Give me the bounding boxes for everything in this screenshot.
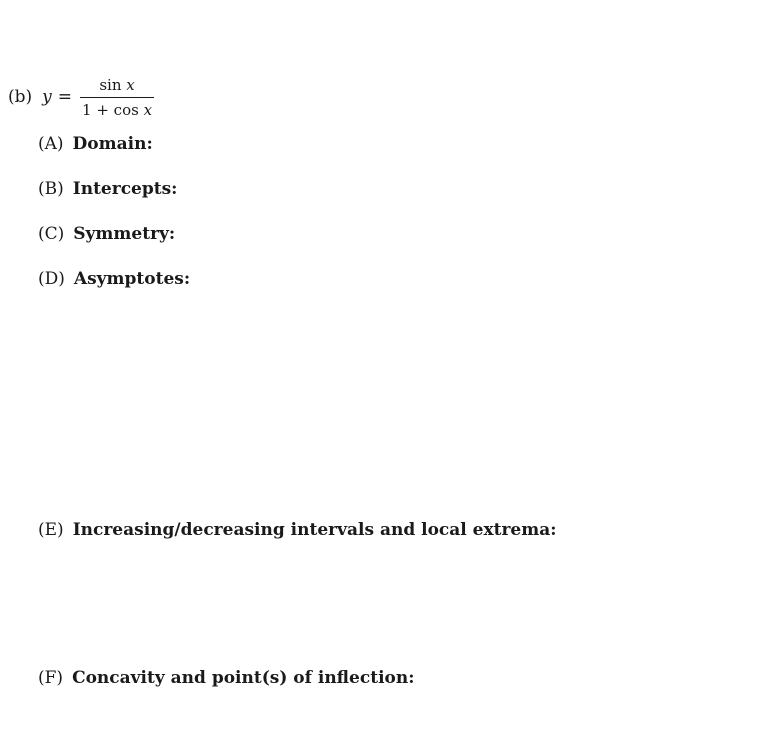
part-title: Domain:: [72, 134, 153, 154]
part-tag: (A): [38, 134, 64, 154]
part-f-concavity: [38, 668, 415, 688]
denominator-variable: x: [143, 100, 153, 119]
fraction-denominator: [80, 97, 154, 119]
part-title: Asymptotes:: [73, 269, 191, 289]
function-fraction: [80, 76, 154, 119]
problem-statement: [8, 74, 154, 120]
part-tag: (B): [38, 179, 64, 199]
problem-label: (b): [8, 87, 33, 107]
denominator-prefix: 1 + cos: [82, 100, 139, 119]
part-c-symmetry: [38, 224, 175, 244]
part-title: Increasing/decreasing intervals and local extrema:: [72, 520, 557, 540]
part-b-intercepts: [38, 179, 177, 199]
part-title: Symmetry:: [73, 224, 176, 244]
part-tag: (E): [38, 520, 64, 540]
fraction-numerator: [95, 76, 138, 97]
part-d-asymptotes: [38, 269, 190, 289]
part-a-domain: [38, 134, 153, 154]
part-title: Intercepts:: [72, 179, 178, 199]
equals-sign: =: [57, 87, 73, 107]
function-variable: y: [42, 87, 52, 107]
part-tag: (C): [38, 224, 65, 244]
numerator-function: sin: [99, 75, 122, 94]
part-tag: (D): [38, 269, 65, 289]
numerator-variable: x: [126, 75, 135, 94]
part-title: Concavity and point(s) of inflection:: [72, 668, 415, 688]
part-tag: (F): [38, 668, 64, 688]
part-e-increasing-decreasing: [38, 520, 557, 540]
